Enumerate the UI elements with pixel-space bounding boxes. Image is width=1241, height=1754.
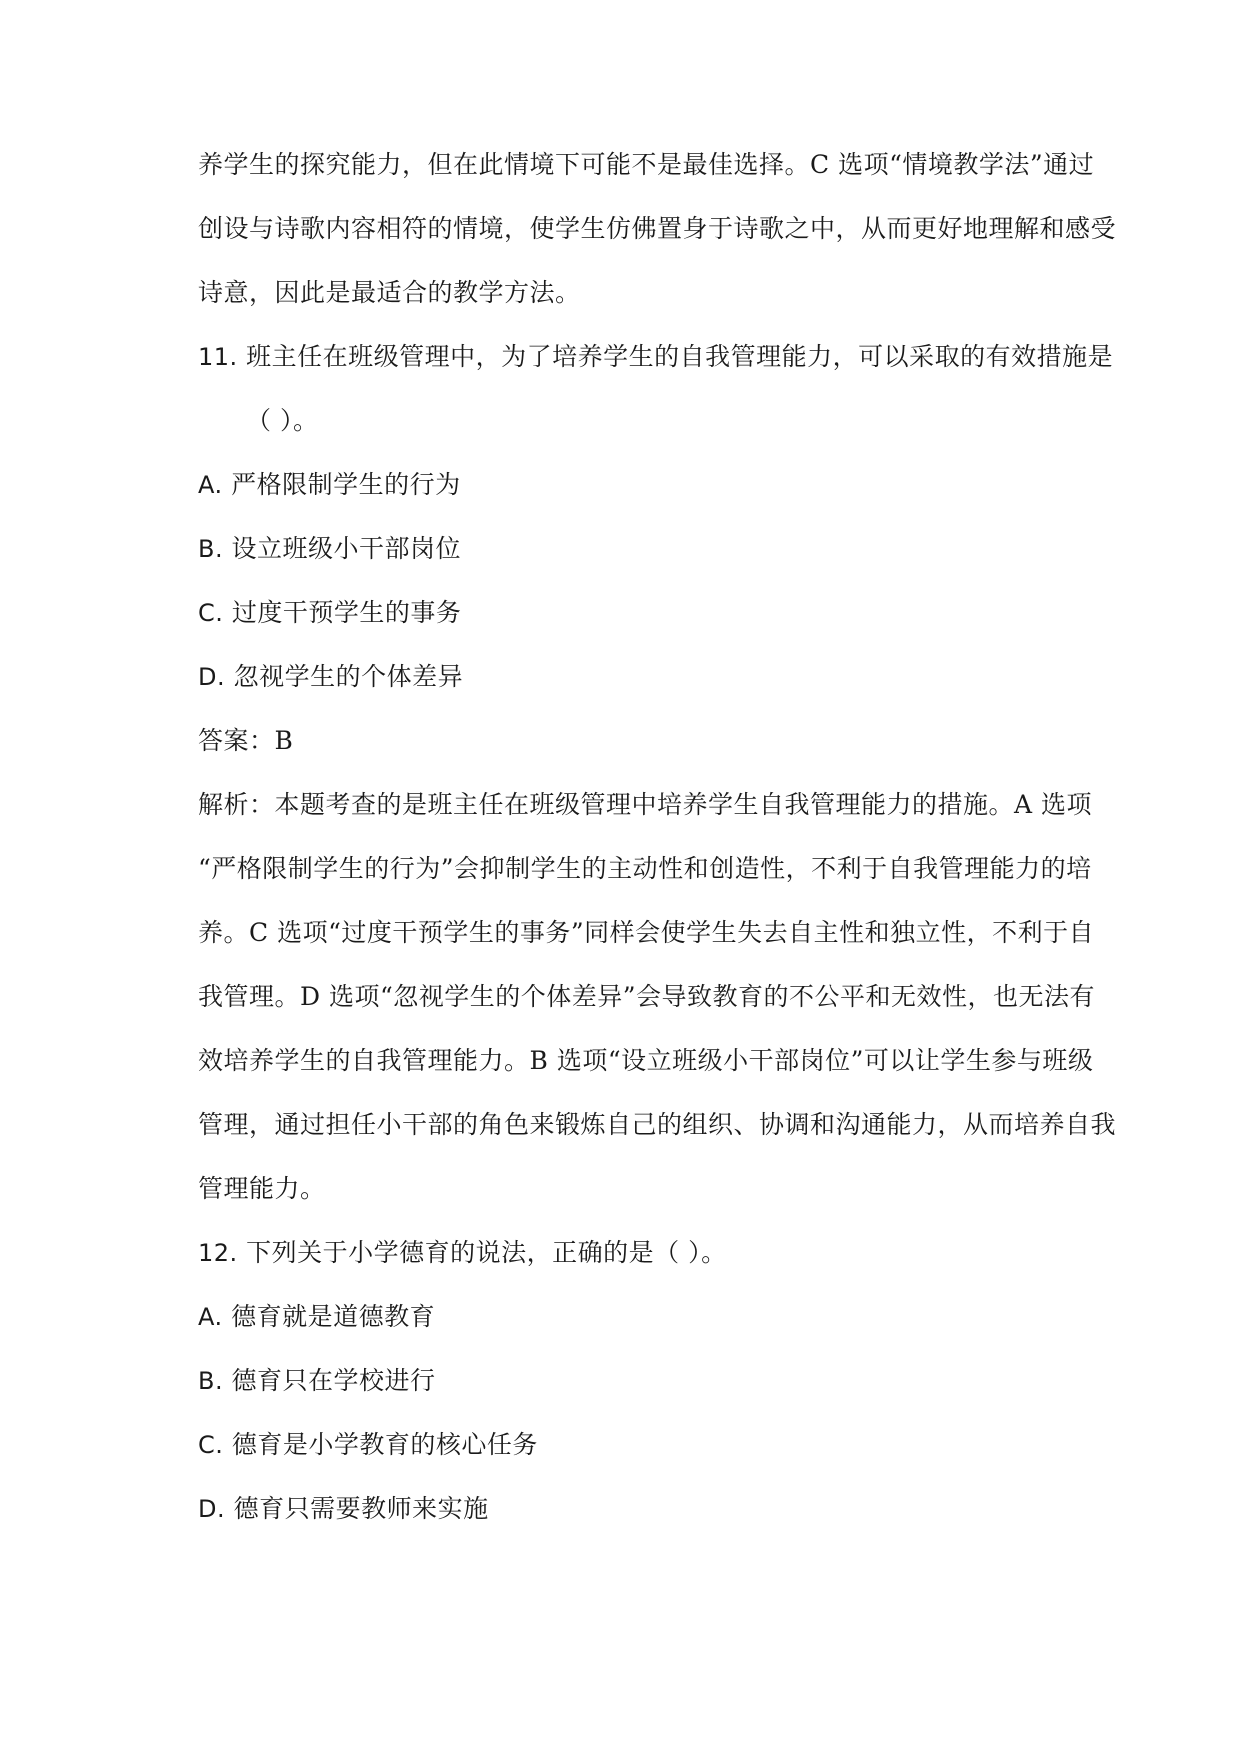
question-11-option-d xyxy=(198,660,1098,694)
option-text: 设立班级小干部岗位 xyxy=(231,534,462,563)
option-label: B. xyxy=(198,1367,224,1395)
question-11-stem-cont: （ ）。 xyxy=(246,406,319,435)
option-text: 严格限制学生的行为 xyxy=(231,470,461,499)
option-label: D. xyxy=(198,1495,226,1523)
option-label: A. xyxy=(198,471,223,499)
question-11-option-c xyxy=(198,596,1098,630)
prev-analysis-line-2: 创设与诗歌内容相符的情境，使学生仿佛置身于诗歌之中，从而更好地理解和感受 xyxy=(198,214,1117,243)
question-12-number: 12. xyxy=(198,1239,238,1267)
option-label: D. xyxy=(198,663,226,691)
option-text: 过度干预学生的事务 xyxy=(231,598,462,627)
question-11-analysis-line-6: 管理，通过担任小干部的角色来锻炼自己的组织、协调和沟通能力，从而培养自我 xyxy=(198,1110,1117,1139)
prev-analysis-line-1: 养学生的探究能力，但在此情境下可能不是最佳选择。C 选项“情境教学法”通过 xyxy=(198,150,1095,179)
question-11-analysis-line-7: 管理能力。 xyxy=(198,1174,326,1203)
prev-analysis-line-3: 诗意，因此是最适合的教学方法。 xyxy=(198,278,581,307)
question-11-stem xyxy=(198,340,1114,374)
option-text: 德育只需要教师来实施 xyxy=(233,1494,489,1523)
question-12-option-c xyxy=(198,1428,1098,1462)
question-12-option-b xyxy=(198,1364,1098,1398)
question-11-analysis-line-5: 效培养学生的自我管理能力。B 选项“设立班级小干部岗位”可以让学生参与班级 xyxy=(198,1046,1094,1075)
option-text: 德育只在学校进行 xyxy=(231,1366,436,1395)
question-12-option-a xyxy=(198,1300,1098,1334)
option-label: B. xyxy=(198,535,224,563)
question-11-analysis-line-2: “严格限制学生的行为”会抑制学生的主动性和创造性，不利于自我管理能力的培 xyxy=(198,854,1092,883)
option-label: C. xyxy=(198,599,224,627)
question-11-analysis-line-4: 我管理。D 选项“忽视学生的个体差异”会导致教育的不公平和无效性，也无法有 xyxy=(198,982,1096,1011)
question-12-option-d xyxy=(198,1492,1098,1526)
option-label: C. xyxy=(198,1431,224,1459)
question-11-answer: 答案：B xyxy=(198,726,294,755)
question-11-option-b xyxy=(198,532,1098,566)
option-text: 德育是小学教育的核心任务 xyxy=(231,1430,538,1459)
question-11-analysis-line-1: 解析：本题考查的是班主任在班级管理中培养学生自我管理能力的措施。A 选项 xyxy=(198,790,1093,819)
option-label: A. xyxy=(198,1303,223,1331)
question-12-stem-text: 下列关于小学德育的说法，正确的是（ ）。 xyxy=(246,1238,727,1267)
question-11-option-a xyxy=(198,468,1098,502)
option-text: 德育就是道德教育 xyxy=(231,1302,436,1331)
question-11-stem-text: 班主任在班级管理中，为了培养学生的自我管理能力，可以采取的有效措施是 xyxy=(246,342,1114,371)
option-text: 忽视学生的个体差异 xyxy=(233,662,464,691)
question-11-number: 11. xyxy=(198,343,238,371)
question-11-analysis-line-3: 养。C 选项“过度干预学生的事务”同样会使学生失去自主性和独立性，不利于自 xyxy=(198,918,1095,947)
question-12-stem xyxy=(198,1236,1098,1270)
